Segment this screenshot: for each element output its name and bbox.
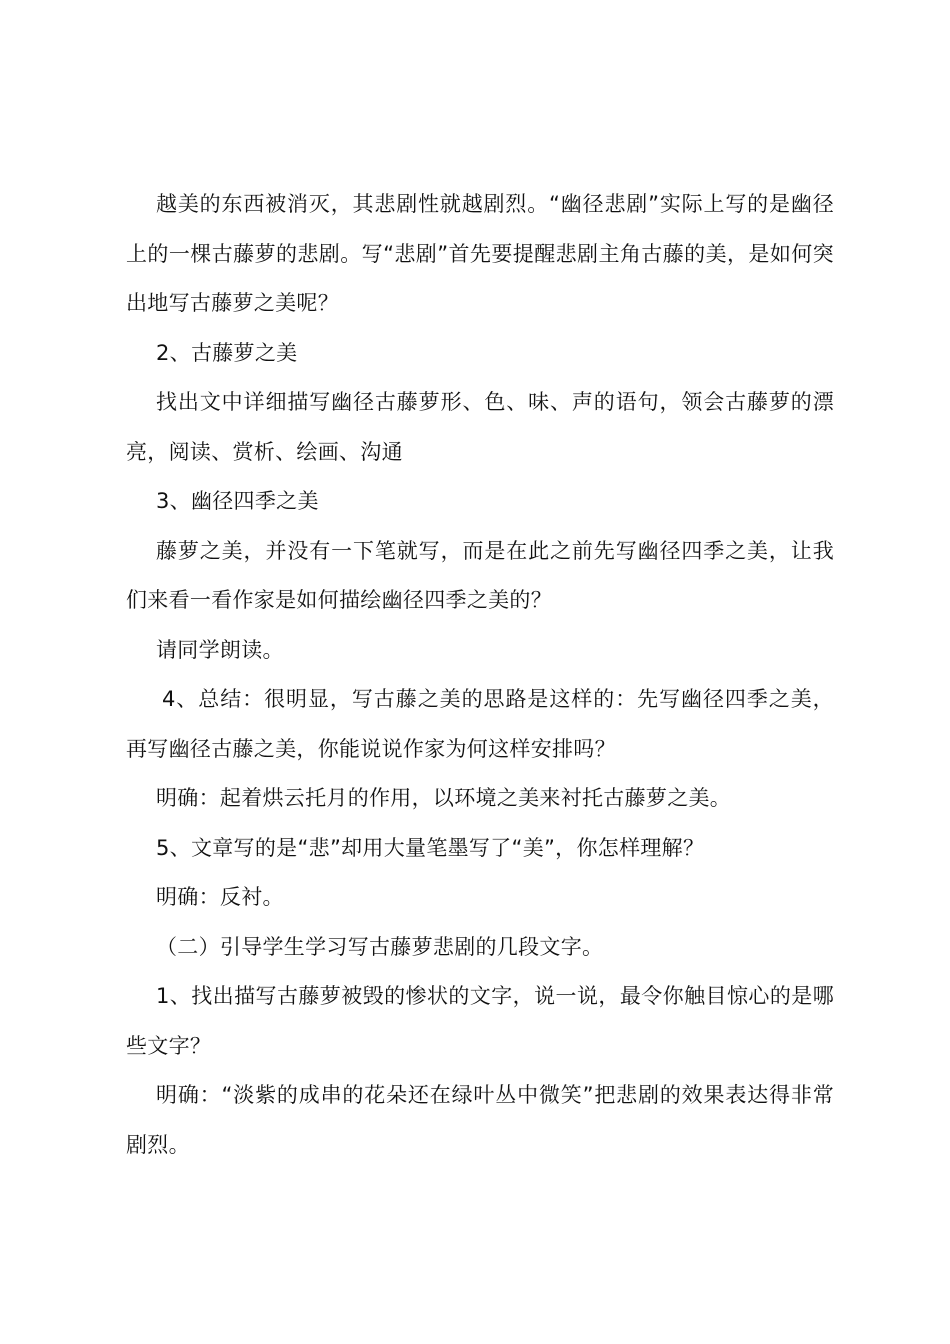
paragraph-intro: 越美的东西被消灭，其悲剧性就越剧烈。“幽径悲剧”实际上写的是幽径上的一棵古藤萝的悲剧。写“悲剧”首先要提醒悲剧主角古藤的美，是如何突出地写古藤萝之美呢？: [126, 192, 834, 315]
paragraph-four-seasons: 藤萝之美，并没有一下笔就写，而是在此之前先写幽径四季之美，让我们来看一看作家是如何描绘幽径四季之美的？: [126, 538, 834, 612]
heading-section-two: （二）引导学生学习写古藤萝悲剧的几段文字。: [156, 934, 604, 959]
paragraph-answer-2: 明确：反衬。: [156, 885, 284, 909]
paragraph-read-aloud: 请同学朗读。: [156, 637, 284, 662]
paragraph-answer-3: 明确：“淡紫的成串的花朵还在绿叶丛中微笑”把悲剧的效果表达得非常剧烈。: [126, 1083, 834, 1157]
paragraph-find-descriptions: 找出文中详细描写幽径古藤萝形、色、味、声的语句，领会古藤萝的漂亮，阅读、赏析、绘画、沟通: [126, 390, 834, 464]
paragraph-answer-1: 明确：起着烘云托月的作用，以环境之美来衬托古藤萝之美。: [156, 786, 732, 810]
heading-four-seasons-beauty: 3、幽径四季之美: [156, 489, 319, 513]
paragraph-question-destroyed: 1、找出描写古藤萝被毁的惨状的文字，说一说，最令你触目惊心的是哪些文字？: [126, 984, 834, 1058]
paragraph-summary: 4、总结：很明显，写古藤之美的思路是这样的：先写幽径四季之美，再写幽径古藤之美，你能说说作家为何这样安排吗？: [126, 687, 834, 761]
heading-ancient-vine-beauty: 2、古藤萝之美: [156, 340, 298, 365]
document-body: [126, 180, 834, 1170]
paragraph-question-5: 5、文章写的是“悲”却用大量笔墨写了“美”，你怎样理解？: [156, 835, 705, 860]
